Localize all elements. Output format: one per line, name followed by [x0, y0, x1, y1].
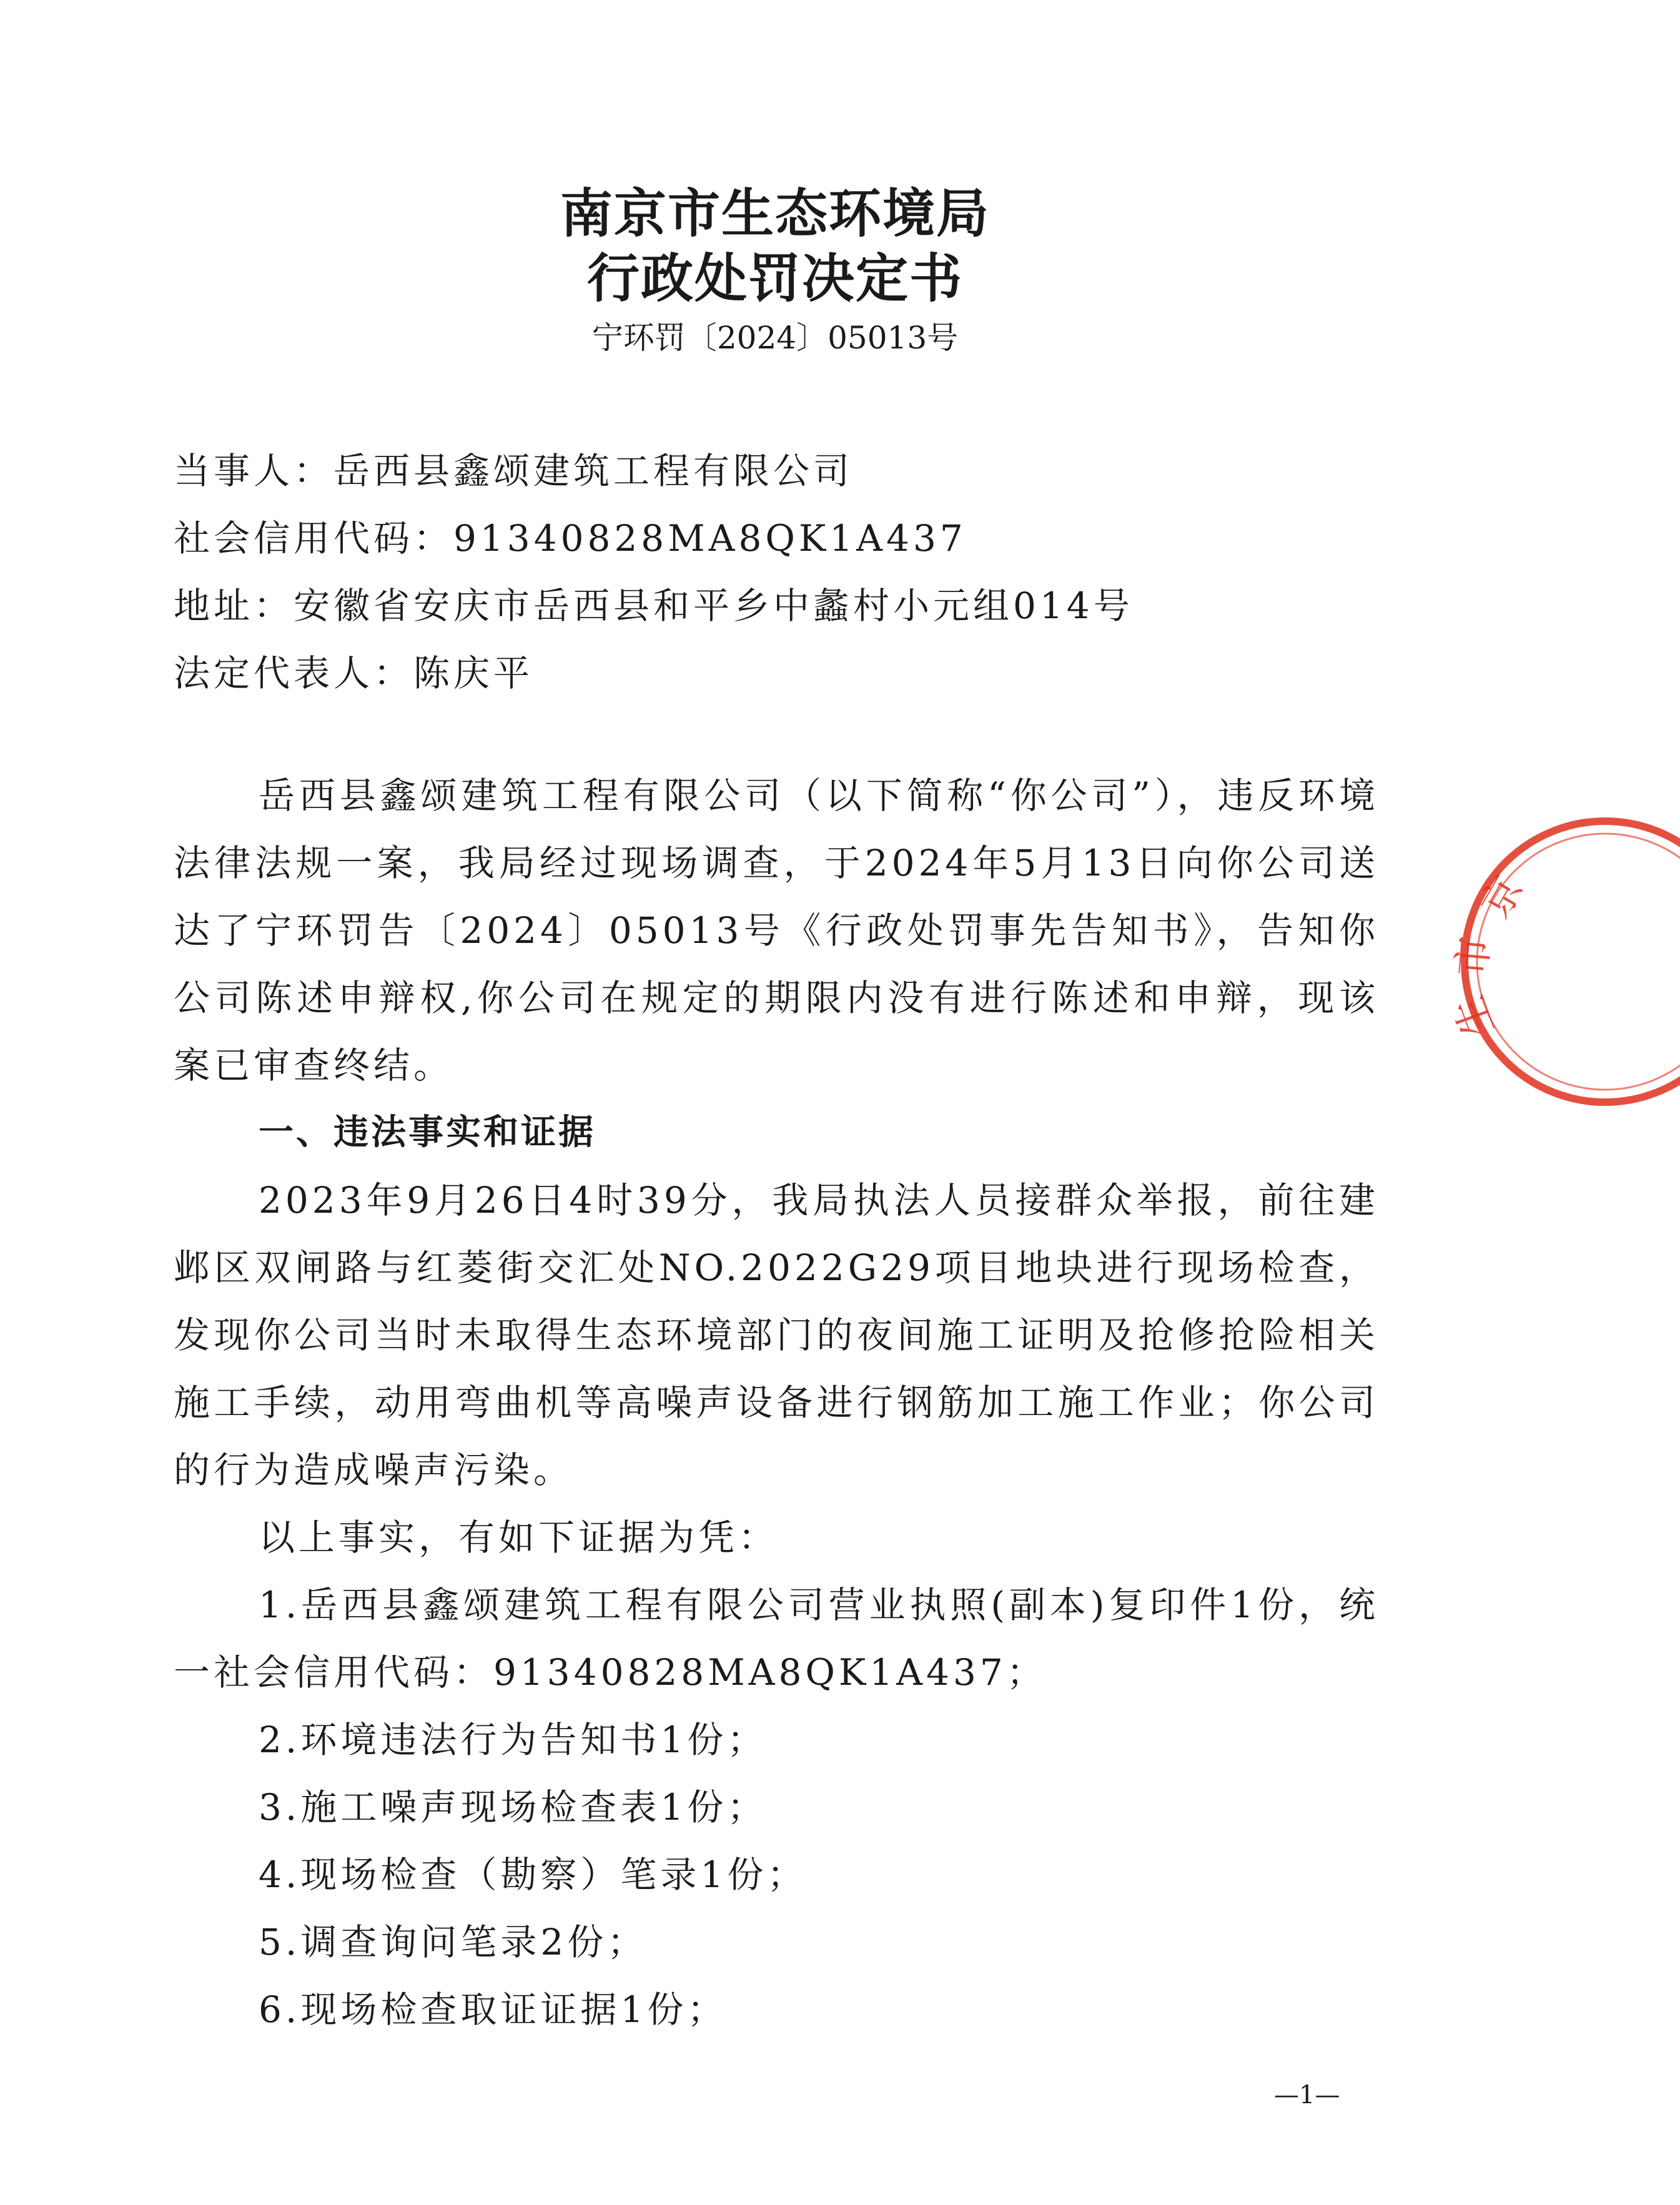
- document-body: [174, 762, 1379, 2043]
- svg-text:生: 生: [1446, 989, 1504, 1043]
- party-info: [174, 437, 1391, 707]
- official-seal-partial: [1446, 812, 1550, 1112]
- evidence-item: 1.岳西县鑫颂建筑工程有限公司营业执照(副本)复印件1份，统一社会信用代码：91340828MA8QK1A437；: [174, 1584, 1379, 1694]
- party-name: 当事人：岳西县鑫颂建筑工程有限公司: [174, 450, 854, 492]
- document-header: [0, 181, 1550, 360]
- evidence-list: [174, 1571, 1379, 2043]
- evidence-item: 5.调查询问笔录2份；: [259, 1921, 648, 1963]
- evidence-item: 3.施工噪声现场检查表1份；: [259, 1786, 768, 1828]
- svg-text:市: 市: [1449, 934, 1499, 979]
- svg-text:京: 京: [1472, 868, 1533, 926]
- evidence-item: 4.现场检查（勘察）笔录1份；: [259, 1853, 808, 1896]
- document-number: 宁环罚〔2024〕05013号: [591, 320, 959, 356]
- seal-stamp-graphic: [1446, 812, 1680, 1112]
- section-heading-violation-facts: 一、违法事实和证据: [259, 1112, 596, 1153]
- evidence-intro: 以上事实，有如下证据为凭：: [259, 1516, 779, 1559]
- document-title: 行政处罚决定书: [586, 248, 963, 309]
- party-credit-code: 社会信用代码：91340828MA8QK1A437: [174, 517, 967, 560]
- party-address: 地址：安徽省安庆市岳西县和平乡中蠡村小元组014号: [174, 585, 1134, 627]
- party-legal-representative: 法定代表人：陈庆平: [174, 652, 534, 694]
- page-number: —1—: [1274, 2081, 1340, 2109]
- evidence-item: 6.现场检查取证证据1份；: [259, 1988, 728, 2031]
- intro-paragraph: 岳西县鑫颂建筑工程有限公司（以下简称“你公司”），违反环境法律法规一案，我局经过现场调查，于2024年5月13日向你公司送达了宁环罚告〔2024〕05013号《行政处罚事先告知书》，告知你公司陈述申辩权,你公司在规定的期限内没有进行陈述和申辩，现该案已审查终结。: [174, 774, 1379, 1087]
- evidence-item: 2.环境违法行为告知书1份；: [259, 1719, 768, 1761]
- agency-name: 南京市生态环境局: [560, 183, 990, 244]
- facts-paragraph: 2023年9月26日4时39分，我局执法人员接群众举报，前往建邺区双闸路与红菱街交汇处NO.2022G29项目地块进行现场检查，发现你公司当时未取得生态环境部门的夜间施工证明及抢修抢险相关施工手续，动用弯曲机等高噪声设备进行钢筋加工施工作业；你公司的行为造成噪声污染。: [174, 1179, 1379, 1491]
